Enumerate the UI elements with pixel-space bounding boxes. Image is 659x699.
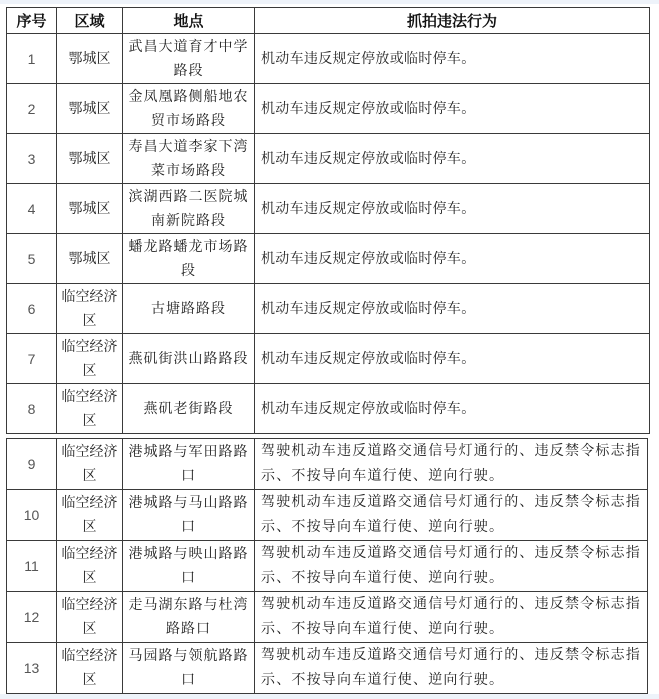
cell-area: 临空经济区 [57, 439, 123, 490]
cell-area: 鄂城区 [57, 84, 123, 134]
cell-no: 9 [7, 439, 57, 490]
cell-area: 临空经济区 [57, 592, 123, 643]
cell-behavior: 驾驶机动车违反道路交通信号灯通行的、违反禁令标志指示、不按导向车道行使、逆向行驶。 [255, 541, 648, 592]
cell-location: 马园路与领航路路口 [123, 643, 255, 694]
table-row [7, 490, 648, 541]
cell-no: 3 [7, 134, 57, 184]
cell-no: 13 [7, 643, 57, 694]
cell-location: 蟠龙路蟠龙市场路段 [123, 234, 255, 284]
cell-location: 古塘路路段 [123, 284, 255, 334]
cell-location: 滨湖西路二医院城南新院路段 [123, 184, 255, 234]
cell-location: 武昌大道育才中学路段 [123, 34, 255, 84]
cell-behavior: 机动车违反规定停放或临时停车。 [255, 84, 650, 134]
cell-location: 走马湖东路与杜湾路路口 [123, 592, 255, 643]
header-location: 地点 [123, 8, 255, 34]
header-area: 区域 [57, 8, 123, 34]
cell-behavior: 机动车违反规定停放或临时停车。 [255, 334, 650, 384]
cell-no: 11 [7, 541, 57, 592]
cell-area: 鄂城区 [57, 234, 123, 284]
table-row [7, 334, 650, 384]
table-row [7, 234, 650, 284]
cell-behavior: 机动车违反规定停放或临时停车。 [255, 134, 650, 184]
cell-behavior: 机动车违反规定停放或临时停车。 [255, 184, 650, 234]
cell-behavior: 驾驶机动车违反道路交通信号灯通行的、违反禁令标志指示、不按导向车道行使、逆向行驶。 [255, 592, 648, 643]
cell-location: 港城路与马山路路口 [123, 490, 255, 541]
cell-location: 港城路与军田路路口 [123, 439, 255, 490]
cell-area: 临空经济区 [57, 384, 123, 434]
cell-location: 港城路与映山路路口 [123, 541, 255, 592]
violation-table-part-2 [6, 438, 648, 694]
cell-no: 6 [7, 284, 57, 334]
cell-no: 4 [7, 184, 57, 234]
table-row [7, 592, 648, 643]
violation-table-part-1 [6, 7, 650, 434]
table-row [7, 34, 650, 84]
cell-area: 鄂城区 [57, 184, 123, 234]
table-row [7, 284, 650, 334]
table-row [7, 643, 648, 694]
cell-location: 金凤凰路侧船地农贸市场路段 [123, 84, 255, 134]
cell-area: 鄂城区 [57, 134, 123, 184]
cell-behavior: 驾驶机动车违反道路交通信号灯通行的、违反禁令标志指示、不按导向车道行使、逆向行驶。 [255, 643, 648, 694]
cell-area: 鄂城区 [57, 34, 123, 84]
cell-area: 临空经济区 [57, 334, 123, 384]
cell-behavior: 驾驶机动车违反道路交通信号灯通行的、违反禁令标志指示、不按导向车道行使、逆向行驶。 [255, 490, 648, 541]
cell-area: 临空经济区 [57, 643, 123, 694]
cell-no: 10 [7, 490, 57, 541]
cell-behavior: 机动车违反规定停放或临时停车。 [255, 384, 650, 434]
table-row [7, 384, 650, 434]
table-row [7, 84, 650, 134]
cell-area: 临空经济区 [57, 541, 123, 592]
cell-behavior: 机动车违反规定停放或临时停车。 [255, 234, 650, 284]
table-row [7, 134, 650, 184]
header-no: 序号 [7, 8, 57, 34]
cell-location: 寿昌大道李家下湾菜市场路段 [123, 134, 255, 184]
header-behavior: 抓拍违法行为 [255, 8, 650, 34]
cell-no: 1 [7, 34, 57, 84]
cell-no: 7 [7, 334, 57, 384]
cell-no: 8 [7, 384, 57, 434]
cell-behavior: 机动车违反规定停放或临时停车。 [255, 284, 650, 334]
cell-behavior: 机动车违反规定停放或临时停车。 [255, 34, 650, 84]
table-header-row [7, 8, 650, 34]
cell-behavior: 驾驶机动车违反道路交通信号灯通行的、违反禁令标志指示、不按导向车道行使、逆向行驶。 [255, 439, 648, 490]
table-row [7, 439, 648, 490]
cell-location: 燕矶街洪山路路段 [123, 334, 255, 384]
table-row [7, 541, 648, 592]
cell-no: 5 [7, 234, 57, 284]
cell-area: 临空经济区 [57, 490, 123, 541]
cell-area: 临空经济区 [57, 284, 123, 334]
cell-no: 2 [7, 84, 57, 134]
cell-no: 12 [7, 592, 57, 643]
cell-location: 燕矶老街路段 [123, 384, 255, 434]
table-row [7, 184, 650, 234]
